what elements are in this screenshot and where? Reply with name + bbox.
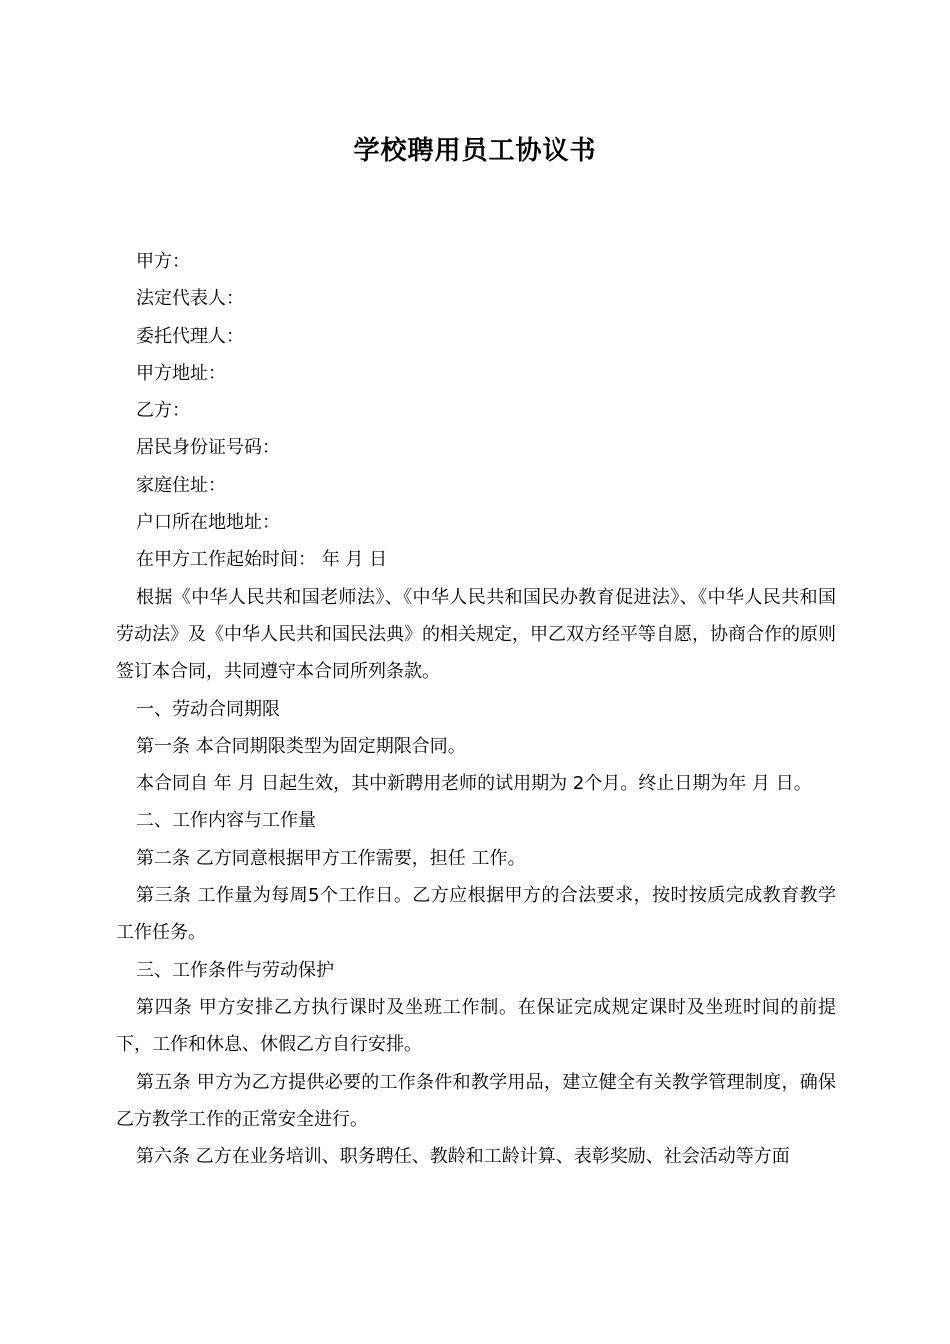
- document-title: 学校聘用员工协议书: [353, 136, 597, 166]
- section-heading-contract-term: 一、劳动合同期限: [136, 698, 280, 720]
- article-6: 第六条 乙方在业务培训、职务聘任、教龄和工龄计算、表彰奖励、社会活动等方面: [136, 1146, 790, 1168]
- field-legal-representative: 法定代表人：: [136, 288, 244, 310]
- section-heading-work-conditions: 三、工作条件与劳动保护: [136, 959, 334, 981]
- paragraph-effective-date: 本合同自 年 月 日起生效，其中新聘用老师的试用期为 2个月。终止日期为年 月 日。: [136, 773, 812, 795]
- field-party-a: 甲方：: [136, 251, 190, 272]
- field-authorized-agent: 委托代理人：: [136, 325, 244, 347]
- field-start-date: 在甲方工作起始时间： 年 月 日: [136, 549, 388, 571]
- article-3: 第三条 工作量为每周5个工作日。乙方应根据甲方的合法要求，按时按质完成教育教学工作任务。: [116, 885, 836, 944]
- field-party-b: 乙方：: [136, 400, 190, 422]
- section-heading-work-content: 二、工作内容与工作量: [136, 810, 316, 832]
- field-id-number: 居民身份证号码：: [136, 437, 280, 459]
- field-party-a-address: 甲方地址：: [136, 362, 226, 384]
- document-body: [116, 243, 836, 1175]
- field-household-address: 户口所在地地址：: [136, 512, 280, 534]
- paragraph-legal-basis: 根据《中华人民共和国老师法》、《中华人民共和国民办教育促进法》、《中华人民共和国劳动法》及《中华人民共和国民法典》的相关规定，甲乙双方经平等自愿，协商合作的原则签订本合同，共同遵守本合同所列条款。: [116, 586, 836, 683]
- article-1: 第一条 本合同期限类型为固定期限合同。: [136, 735, 466, 757]
- article-4: 第四条 甲方安排乙方执行课时及坐班工作制。在保证完成规定课时及坐班时间的前提下，工作和休息、休假乙方自行安排。: [116, 996, 836, 1056]
- article-2: 第二条 乙方同意根据甲方工作需要，担任 工作。: [136, 847, 526, 869]
- article-5: 第五条 甲方为乙方提供必要的工作条件和教学用品，建立健全有关教学管理制度，确保乙方教学工作的正常安全进行。: [116, 1071, 836, 1130]
- field-home-address: 家庭住址：: [136, 474, 226, 496]
